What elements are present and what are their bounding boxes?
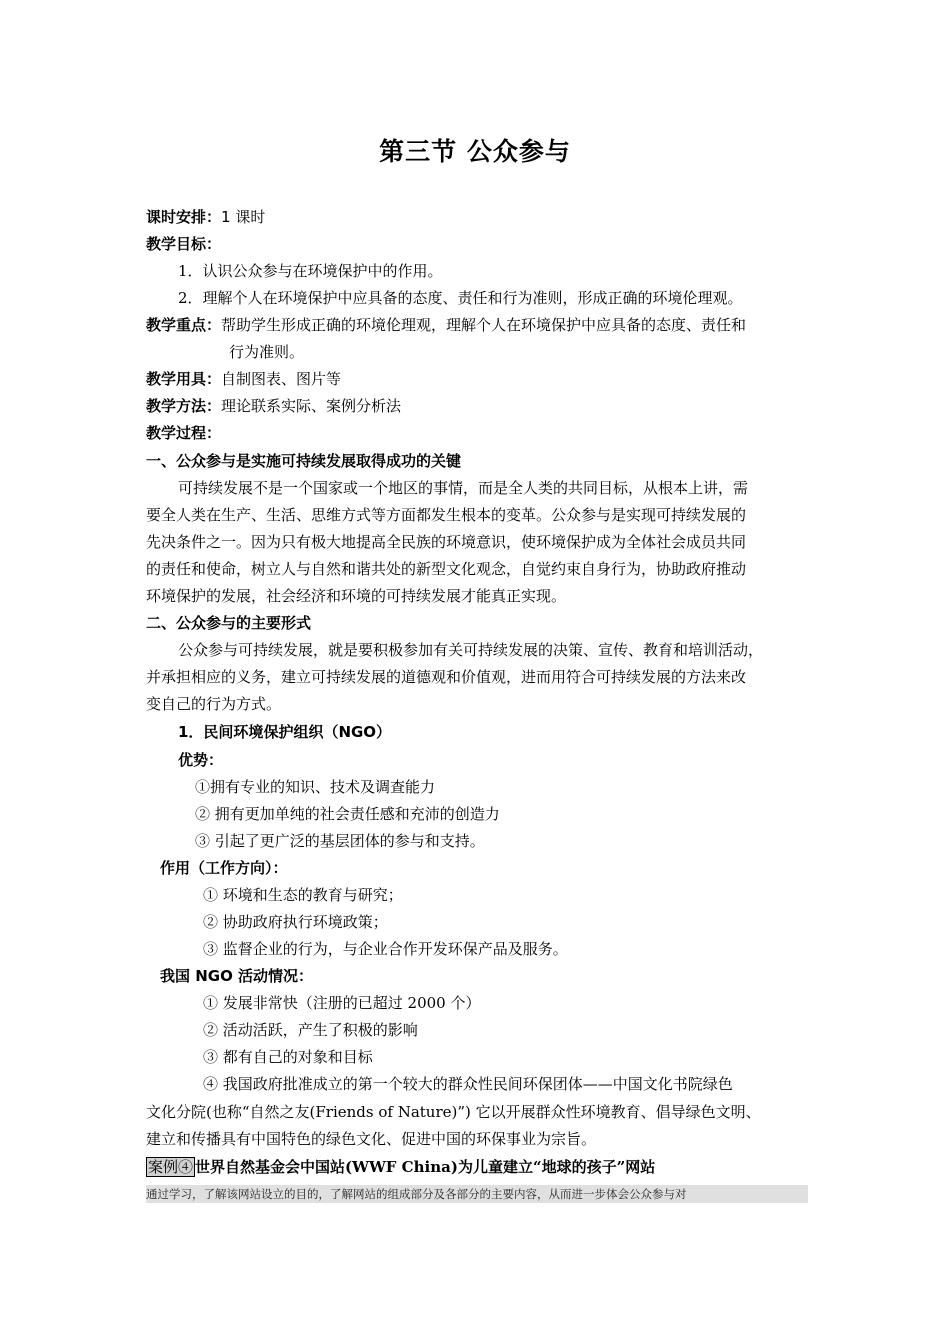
section2-line: 公众参与可持续发展，就是要积极参加有关可持续发展的决策、宣传、教育和培训活动， <box>178 641 764 659</box>
focus-label: 教学重点： <box>146 316 222 334</box>
section1-line: 先决条件之一。因为只有极大地提高全民族的环境意识，使环境保护成为全体社会成员共同 <box>146 533 747 551</box>
tools-label: 教学用具： <box>146 370 222 388</box>
goal-1: 1．认识公众参与在环境保护中的作用。 <box>178 262 443 280</box>
role-item: ① 环境和生态的教育与研究； <box>203 886 403 904</box>
case-title: 世界自然基金会中国站(WWF China)为儿童建立“地球的孩子”网站 <box>195 1158 656 1176</box>
goal-2: 2．理解个人在环境保护中应具备的态度、责任和行为准则，形成正确的环境伦理观。 <box>178 289 743 307</box>
china-ngo-cont: 文化分院(也称“自然之友(Friends of Nature)”) 它以开展群众性环境教育、倡导绿色文明、 <box>146 1103 761 1121</box>
focus-value: 帮助学生形成正确的环境伦理观，理解个人在环境保护中应具备的态度、责任和 <box>221 316 747 334</box>
advantage-item: ①拥有专业的知识、技术及调查能力 <box>195 778 436 796</box>
section1-line: 可持续发展不是一个国家或一个地区的事情，而是全人类的共同目标，从根本上讲，需 <box>178 479 749 497</box>
tools-line <box>146 369 341 389</box>
section2-line: 并承担相应的义务，建立可持续发展的道德观和价值观，进而用符合可持续发展的方法来改 <box>146 668 747 686</box>
section2-heading: 二、公众参与的主要形式 <box>146 614 312 632</box>
ngo-heading: 1．民间环境保护组织（NGO） <box>178 723 392 741</box>
role-item: ② 协助政府执行环境政策； <box>203 913 388 931</box>
schedule-value: 1 课时 <box>221 208 266 226</box>
roles-label: 作用（工作方向）： <box>160 859 288 877</box>
focus-value-cont: 行为准则。 <box>229 343 305 361</box>
advantage-item: ③ 引起了更广泛的基层团体的参与和支持。 <box>195 832 485 850</box>
method-line <box>146 396 401 416</box>
section2-line: 变自己的行为方式。 <box>146 695 282 713</box>
schedule-label: 课时安排： <box>146 208 222 226</box>
china-ngo-cont: 建立和传播具有中国特色的绿色文化、促进中国的环保事业为宗旨。 <box>146 1130 597 1148</box>
case-heading <box>146 1157 655 1177</box>
role-item: ③ 监督企业的行为，与企业合作开发环保产品及服务。 <box>203 940 568 958</box>
method-label: 教学方法： <box>146 397 222 415</box>
china-ngo-label: 我国 NGO 活动情况： <box>160 967 314 985</box>
china-ngo-item: ① 发展非常快（注册的已超过 2000 个） <box>203 994 481 1012</box>
advantage-item: ② 拥有更加单纯的社会责任感和充沛的创造力 <box>195 805 500 823</box>
section1-line: 的责任和使命，树立人与自然和谐共处的新型文化观念，自觉约束自身行为，协助政府推动 <box>146 560 747 578</box>
schedule-line <box>146 207 265 227</box>
goals-label: 教学目标： <box>146 235 222 253</box>
case-tag: 案例④ <box>148 1158 194 1176</box>
focus-line <box>146 315 746 335</box>
section1-line: 要全人类在生产、生活、思维方式等方面都发生根本的变革。公众参与是实现可持续发展的 <box>146 506 747 524</box>
advantages-label: 优势： <box>178 751 224 769</box>
tools-value: 自制图表、图片等 <box>221 370 342 388</box>
section1-line: 环境保护的发展，社会经济和环境的可持续发展才能真正实现。 <box>146 587 567 605</box>
page-title: 第三节 公众参与 <box>379 137 571 166</box>
process-label: 教学过程： <box>146 424 222 442</box>
china-ngo-item: ② 活动活跃，产生了积极的影响 <box>203 1021 418 1039</box>
china-ngo-item: ③ 都有自己的对象和目标 <box>203 1048 373 1066</box>
method-value: 理论联系实际、案例分析法 <box>221 397 402 415</box>
case-note: 通过学习，了解该网站设立的目的，了解网站的组成部分及各部分的主要内容，从而进一步体会公众参与对 <box>146 1185 808 1203</box>
china-ngo-item: ④ 我国政府批准成立的第一个较大的群众性民间环保团体——中国文化书院绿色 <box>203 1075 733 1093</box>
section1-heading: 一、公众参与是实施可持续发展取得成功的关键 <box>146 452 462 470</box>
